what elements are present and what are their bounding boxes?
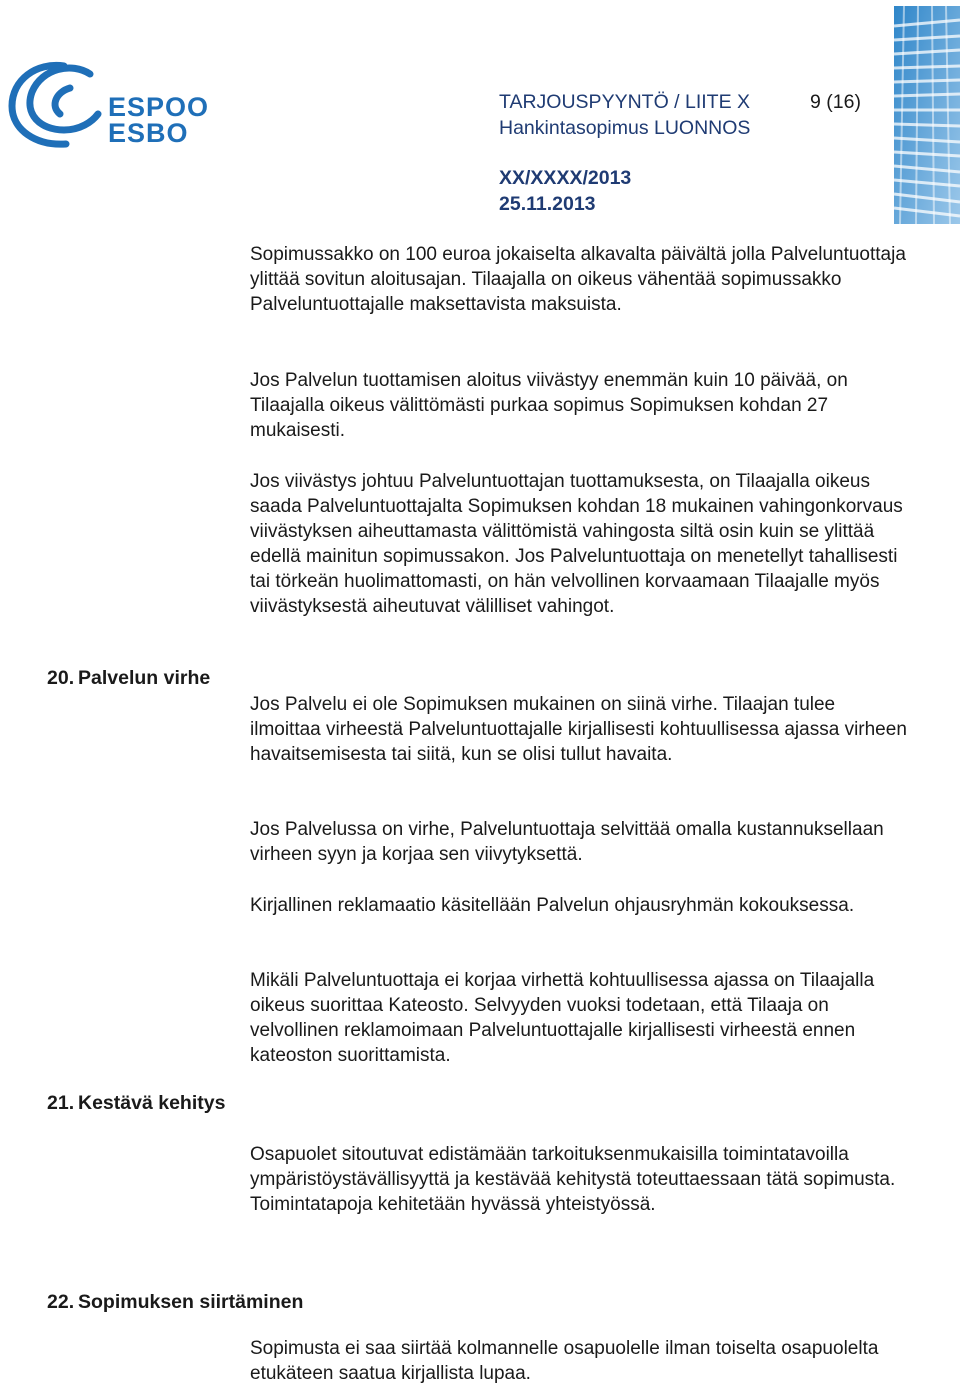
document-subtitle: Hankintasopimus LUONNOS xyxy=(499,117,751,139)
document-reference: XX/XXXX/2013 xyxy=(499,167,632,189)
document-date: 25.11.2013 xyxy=(499,193,596,215)
paragraph-reklamaatio: Kirjallinen reklamaatio käsitellään Palvelun ohjausryhmän kokouksessa. xyxy=(250,895,855,916)
section-heading-20 xyxy=(47,665,210,691)
logo-text-esbo: ESBO xyxy=(108,118,189,148)
espoo-esbo-logo xyxy=(6,58,210,154)
paragraph-kateosto: Mikäli Palveluntuottaja ei korjaa virhettä kohtuullisessa ajassa on Tilaajalla oikeus suorittaa Kateosto. Selvyyden vuoksi todetaan, että Tilaaja on velvollinen reklamoimaan Palveluntuottajalle kirjallisesti virheestä ennen kateoston suorittamista. xyxy=(250,970,875,1066)
page-number: 9 (16) xyxy=(810,91,861,113)
section-heading-21 xyxy=(47,1090,225,1116)
section-number: 22. xyxy=(47,1291,75,1313)
document-title: TARJOUSPYYNTÖ / LIITE X xyxy=(499,91,751,113)
paragraph-purkuoikeus: Jos Palvelun tuottamisen aloitus viivästyy enemmän kuin 10 päivää, on Tilaajalla oikeus välittömästi purkaa sopimus Sopimuksen kohdan 27 mukaisesti. xyxy=(250,370,848,441)
paragraph-virhe: Jos Palvelu ei ole Sopimuksen mukainen on siinä virhe. Tilaajan tulee ilmoittaa virheestä Palveluntuottajalle kirjallisesti kohtuullisessa ajassa virheen havaitsemisesta tai siitä, kun se olisi tullut havaita. xyxy=(250,694,907,765)
section-title: Kestävä kehitys xyxy=(78,1092,226,1114)
decorative-corner-graphic xyxy=(894,6,960,224)
paragraph-virheen-korjaus: Jos Palvelussa on virhe, Palveluntuottaja selvittää omalla kustannuksellaan virheen syyn ja korjaa sen viivytyksettä. xyxy=(250,819,884,865)
paragraph-vahingonkorvaus: Jos viivästys johtuu Palveluntuottajan tuottamuksesta, on Tilaajalla oikeus saada Palveluntuottajalta Sopimuksen kohdan 18 mukainen vahingonkorvaus viivästyksen aiheuttamasta välittömistä vahingosta siltä osin kuin se ylittää edellä mainitun sopimussakon. Jos Palveluntuottaja on menetellyt tahallisesti tai törkeän huolimattomasti, on hän velvollinen korvaamaan Tilaajalle myös viivästyksestä aiheutuvat välilliset vahingot. xyxy=(250,471,903,617)
paragraph-siirtaminen: Sopimusta ei saa siirtää kolmannelle osapuolelle ilman toiselta osapuolelta etukäteen saatua kirjallista lupaa. xyxy=(250,1338,879,1384)
section-title: Sopimuksen siirtäminen xyxy=(78,1291,304,1313)
section-heading-22 xyxy=(47,1289,303,1315)
section-number: 21. xyxy=(47,1092,75,1114)
section-title: Palvelun virhe xyxy=(78,667,211,689)
paragraph-kestava-kehitys: Osapuolet sitoutuvat edistämään tarkoituksenmukaisilla toimintatavoilla ympäristöystävällisyyttä ja kestävää kehitystä toteuttaessaan tätä sopimusta. Toimintatapoja kehitetään hyvässä yhteistyössä. xyxy=(250,1144,896,1215)
logo-text-espoo: ESPOO xyxy=(108,92,210,122)
section-number: 20. xyxy=(47,667,75,689)
paragraph-sopimussakko: Sopimussakko on 100 euroa jokaiselta alkavalta päivältä jolla Palveluntuottaja ylittää sovitun aloitusajan. Tilaajalla on oikeus vähentää sopimussakko Palveluntuottajalle maksettavista maksuista. xyxy=(250,244,906,315)
